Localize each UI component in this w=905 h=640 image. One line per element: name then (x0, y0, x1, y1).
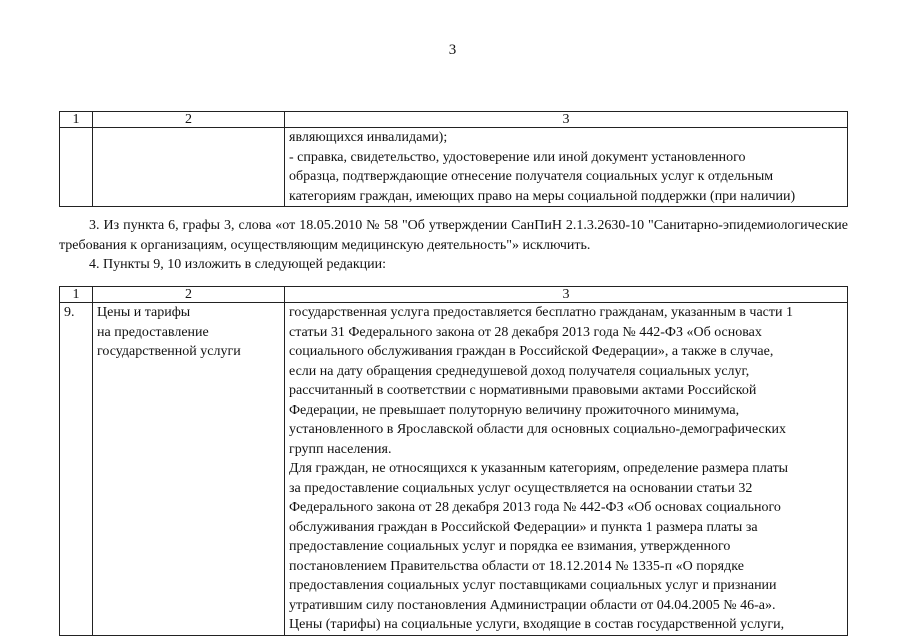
content-line: Федерации, не превышает полуторную величину прожиточного минимума, (289, 402, 740, 418)
content-line: государственная услуга предоставляется бесплатно гражданам, указанным в части 1 (289, 305, 793, 320)
table-header-row (60, 287, 848, 303)
name-line: государственной услуги (97, 344, 241, 359)
row-name-cell (93, 128, 285, 207)
header-cell-1: 1 (60, 287, 93, 303)
content-line: утратившим силу постановления Администрации области от 04.04.2005 № 46-а». (289, 597, 776, 613)
content-line: категориям граждан, имеющих право на меры социальной поддержки (при наличии) (289, 188, 796, 204)
content-line: Цены (тарифы) на социальные услуги, входящие в состав государственной услуги, (289, 617, 785, 632)
content-line: групп населения. (289, 441, 392, 457)
content-line: образца, подтверждающие отнесение получателя социальных услуг к отдельным (289, 169, 774, 184)
name-line: на предоставление (97, 324, 209, 340)
content-line: Для граждан, не относящихся к указанным категориям, определение размера платы (289, 461, 789, 476)
content-line: постановлением Правительства области от 18.12.2014 № 1335-п «О порядке (289, 558, 744, 574)
content-line: являющихся инвалидами); (289, 130, 448, 145)
content-line: Федерального закона от 28 декабря 2013 года № 442-ФЗ «Об основах социального (289, 500, 781, 515)
row-content-cell (285, 303, 848, 636)
content-line: обслуживания граждан в Российской Федерации» и пункта 1 размера платы за (289, 519, 758, 535)
table-header-row (60, 112, 848, 128)
content-line: за предоставление социальных услуг осуществляется на основании статьи 32 (289, 480, 753, 496)
header-cell-3: 3 (285, 112, 848, 128)
header-cell-1: 1 (60, 112, 93, 128)
amendment-text-3: 3. Из пункта 6, графы 3, слова «от 18.05.2010 № 58 "Об утверждении СанПиН 2.1.3.2630-10 "Санитарно-эпидемиологические требования к организациям, осуществляющим медицинскую деятельность"» исключить. (59, 218, 848, 253)
amendment-paragraph-3 (59, 216, 848, 255)
content-line: предоставление социальных услуг и порядка ее взимания, утвержденного (289, 539, 731, 554)
row-name-cell (93, 303, 285, 636)
header-cell-2: 2 (93, 287, 285, 303)
table-row (60, 303, 848, 636)
name-line: Цены и тарифы (97, 305, 191, 320)
row-number-cell: 9. (60, 303, 93, 636)
header-cell-3: 3 (285, 287, 848, 303)
amendment-table (59, 286, 848, 636)
content-line: рассчитанный в соответствии с нормативными правовыми актами Российской (289, 383, 757, 398)
amendment-text-4: 4. Пункты 9, 10 изложить в следующей редакции: (89, 257, 387, 272)
table-row (60, 128, 848, 207)
content-line: предоставления социальных услуг поставщиками социальных услуг и признании (289, 578, 777, 593)
page-number: 3 (448, 42, 457, 58)
row-content-cell (285, 128, 848, 207)
row-number-cell (60, 128, 93, 207)
content-line: установленного в Ярославской области для основных социально-демографических (289, 422, 787, 437)
content-line: социального обслуживания граждан в Российской Федерации», а также в случае, (289, 344, 774, 359)
header-cell-2: 2 (93, 112, 285, 128)
continuation-table (59, 111, 848, 207)
content-line: если на дату обращения среднедушевой доход получателя социальных услуг, (289, 363, 750, 379)
amendment-paragraph-4 (59, 255, 848, 275)
content-line: - справка, свидетельство, удостоверение или иной документ установленного (289, 149, 746, 165)
content-line: статьи 31 Федерального закона от 28 декабря 2013 года № 442-ФЗ «Об основах (289, 324, 762, 340)
